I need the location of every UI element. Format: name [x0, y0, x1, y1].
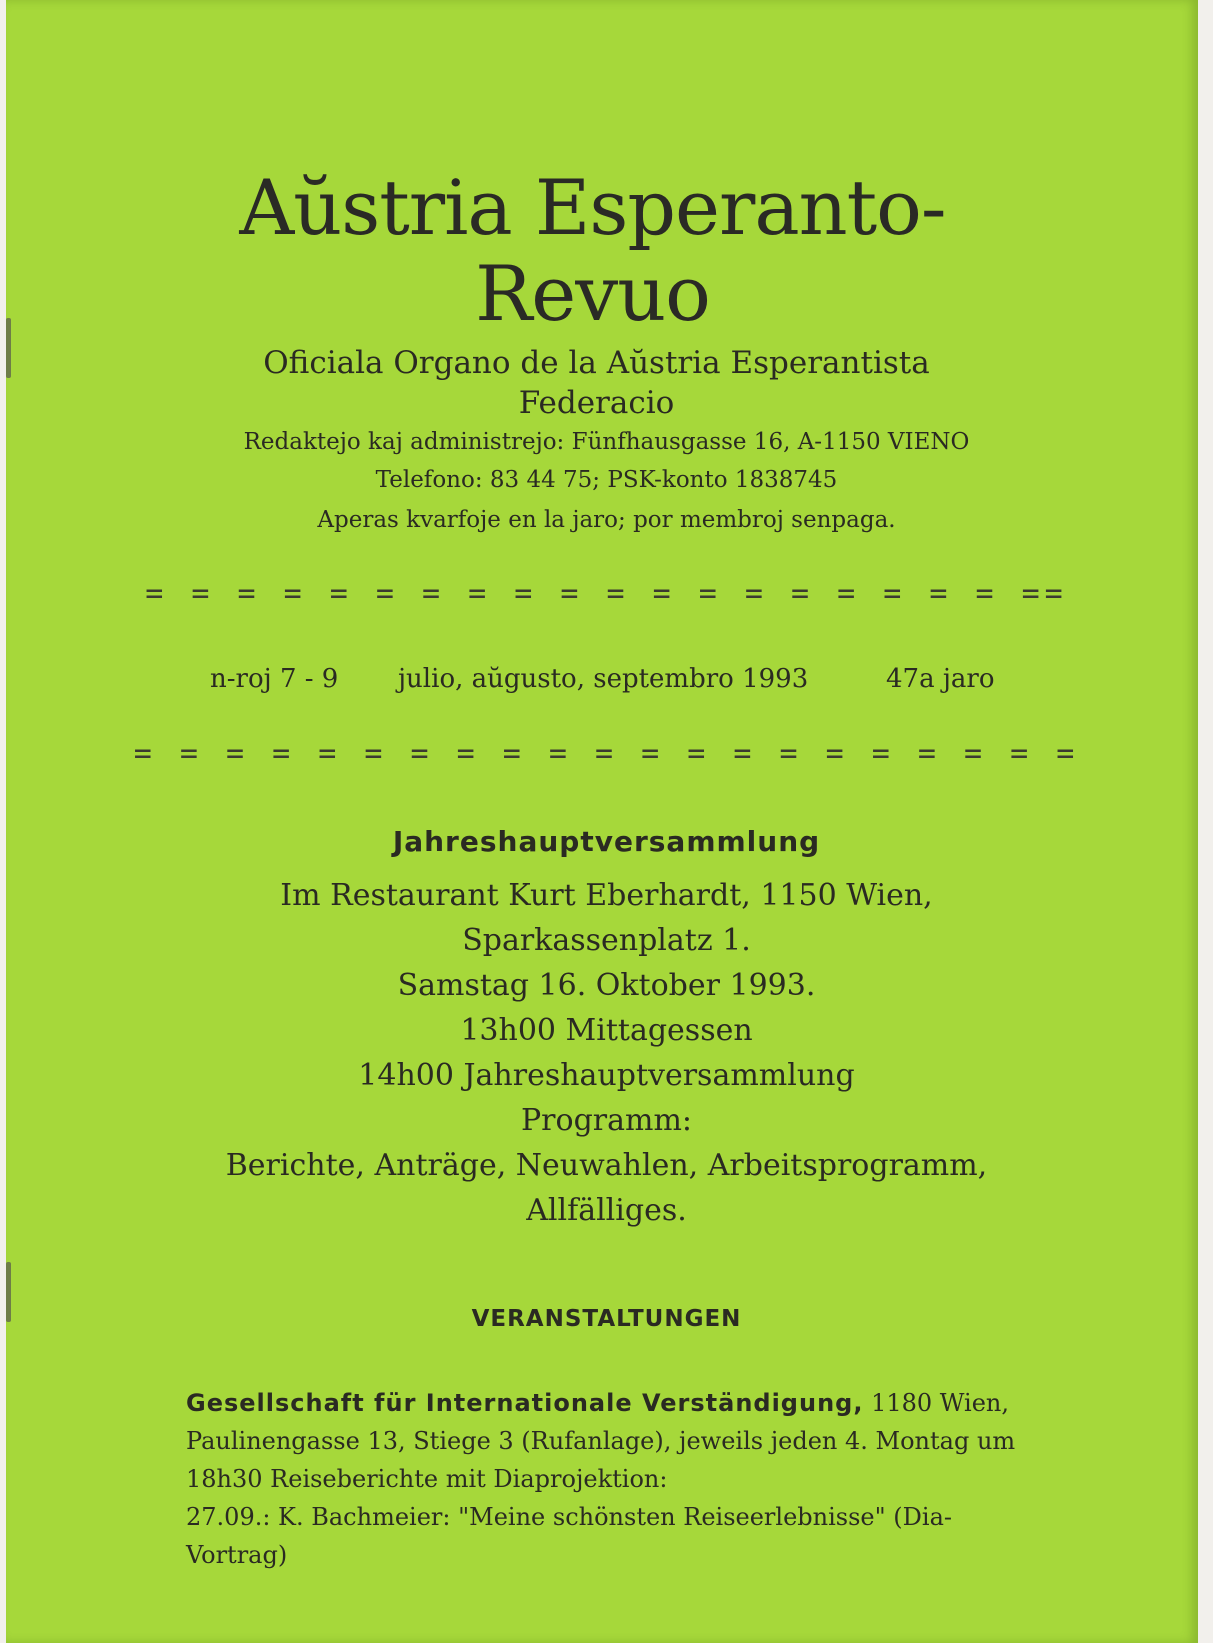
event-entry [186, 1384, 1046, 1574]
meeting-line: Samstag 16. Oktober 1993. [397, 968, 816, 1003]
meeting-line: Berichte, Anträge, Neuwahlen, Arbeitsprogramm, [225, 1148, 988, 1183]
masthead-title-line1: Aŭstria Esperanto- [239, 163, 946, 252]
masthead-subtitle-line1: Oficiala Organo de la Aŭstria Esperantista [263, 345, 930, 381]
divider-bottom: = = = = = = = = = = = = = = = = = = = = = [133, 736, 1080, 771]
divider-top: = = = = = = = = = = = = = = = = = = = == [145, 576, 1068, 611]
masthead-address: Redaktejo kaj administrejo: Fünfhausgasse 16, A-1150 VIENO [243, 429, 970, 455]
meeting-line: Allfälliges. [526, 1193, 687, 1228]
masthead-subtitle-line2: Federacio [518, 385, 675, 421]
issue-numbers: n-roj 7 - 9 [210, 664, 339, 694]
event-details: 1180 Wien, Paulinengasse 13, Stiege 3 (Rufanlage), jeweils jeden 4. Montag um 18h30 Reiseberichte mit Diaprojektion: [186, 1389, 1016, 1493]
event-organization: Gesellschaft für Internationale Verständigung, [186, 1389, 864, 1417]
issue-months: julio, aŭgusto, septembro 1993 [398, 664, 809, 694]
meeting-line: Sparkassenplatz 1. [462, 923, 751, 958]
meeting-line: 14h00 Jahreshauptversammlung [358, 1058, 855, 1093]
events-heading: VERANSTALTUNGEN [471, 1306, 742, 1332]
meeting-line: 13h00 Mittagessen [460, 1013, 753, 1048]
issue-info-row [0, 664, 1213, 704]
issue-volume: 47a jaro [886, 664, 995, 694]
meeting-line: Im Restaurant Kurt Eberhardt, 1150 Wien, [280, 878, 933, 913]
meeting-heading: Jahreshauptversammlung [392, 825, 821, 858]
masthead-title-line2: Revuo [475, 249, 710, 338]
masthead-frequency: Aperas kvarfoje en la jaro; por membroj senpaga. [317, 507, 896, 533]
masthead-phone: Telefono: 83 44 75; PSK-konto 1838745 [375, 467, 838, 493]
event-item: 27.09.: K. Bachmeier: "Meine schönsten Reiseerlebnisse" (Dia-Vortrag) [186, 1503, 952, 1569]
meeting-line: Programm: [520, 1103, 693, 1138]
